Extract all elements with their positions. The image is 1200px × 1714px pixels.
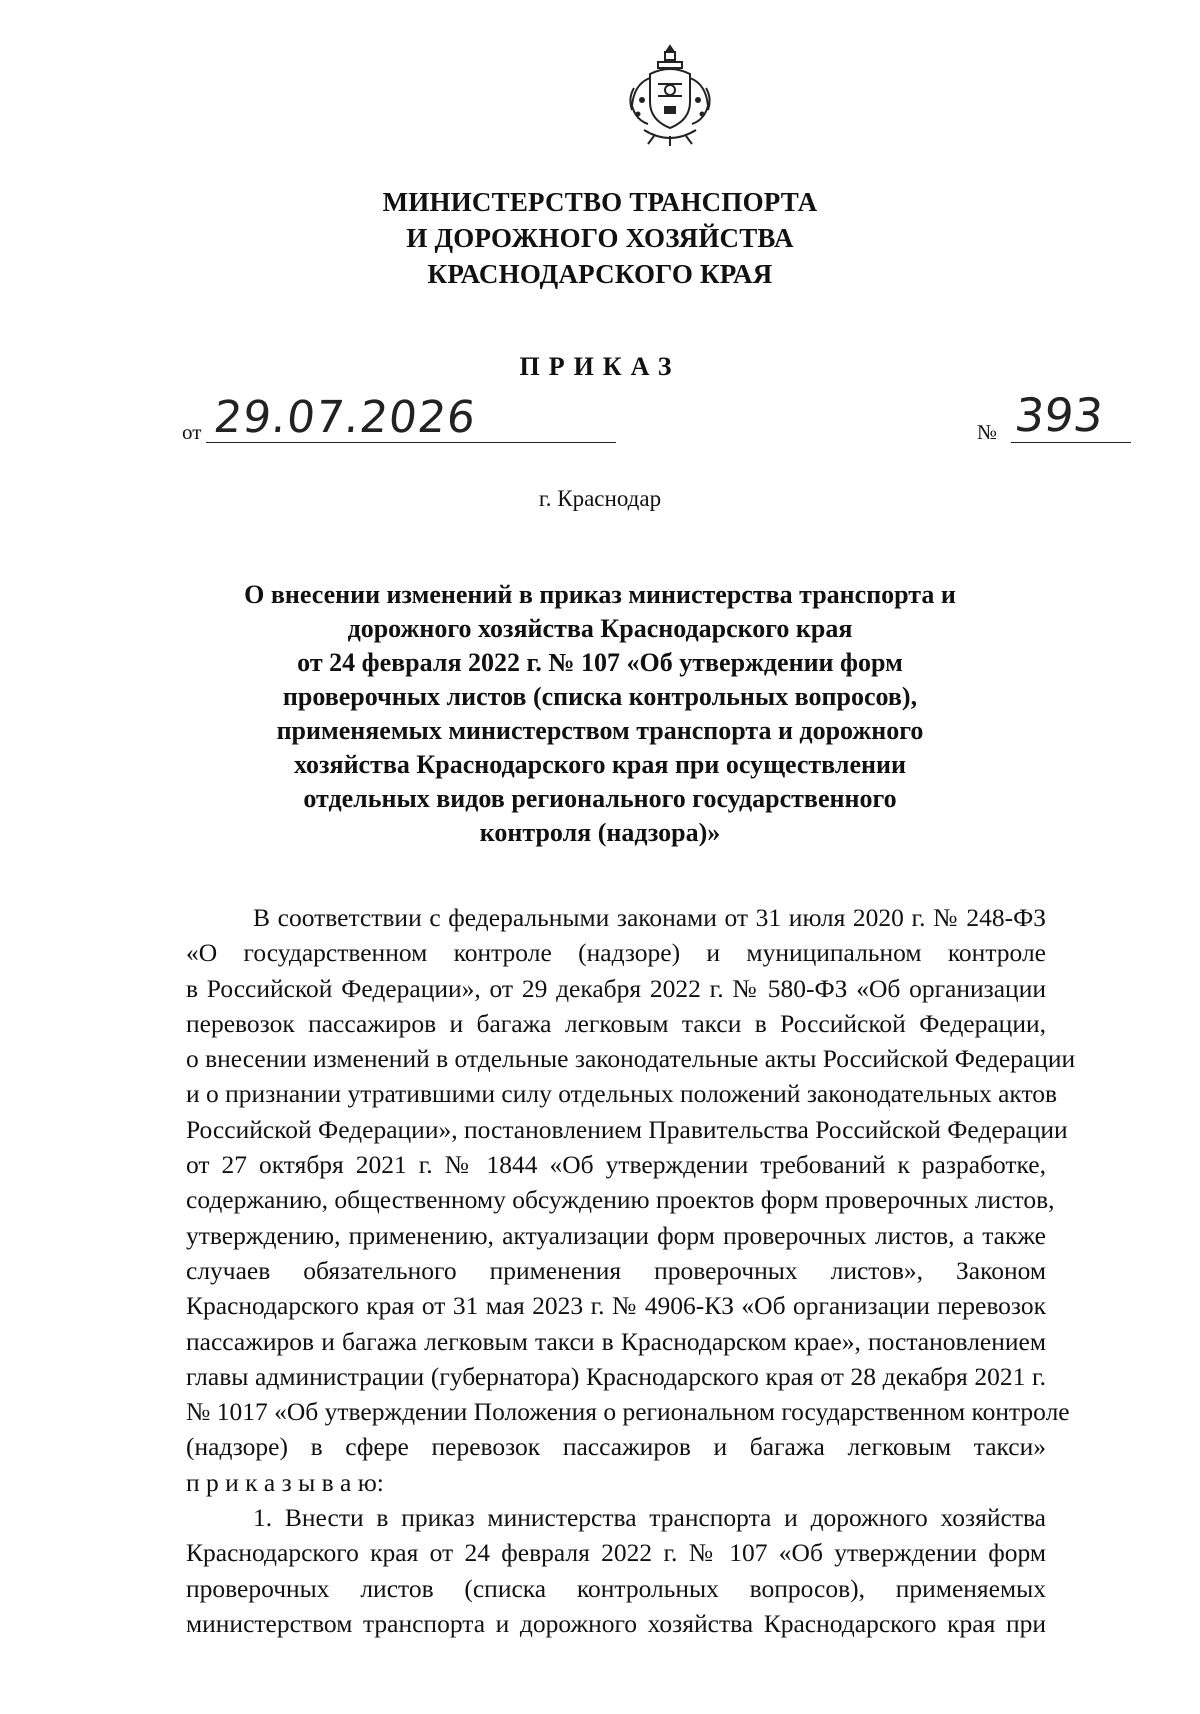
subject-line: контроля (надзора)» <box>479 818 721 847</box>
body-line: «О государственном контроле (надзоре) и муниципальном контроле <box>186 938 1046 968</box>
ministry-name-line-3: КРАСНОДАРСКОГО КРАЯ <box>427 259 773 289</box>
coat-of-arms-emblem <box>620 40 720 150</box>
date-underline <box>206 442 616 443</box>
body-line: и о признании утратившими силу отдельных положений законодательных актов <box>186 1079 1058 1109</box>
order-date-field <box>174 386 479 446</box>
body-line: случаев обязательного применения проверочных листов», Законом <box>186 1255 1046 1285</box>
subject-line: О внесении изменений в приказ министерства транспорта и <box>244 580 956 609</box>
subject-line: отдельных видов регионального государственного <box>303 784 897 813</box>
order-body-text <box>186 900 1076 1641</box>
body-line: Краснодарского края от 31 мая 2023 г. № 4906-КЗ «Об организации перевозок <box>186 1291 1046 1321</box>
body-line: содержанию, общественному обсуждению проектов форм проверочных листов, <box>186 1185 1055 1215</box>
body-line: (надзоре) в сфере перевозок пассажиров и багажа легковым такси» <box>186 1432 1046 1462</box>
ministry-name-line-1: МИНИСТЕРСТВО ТРАНСПОРТА <box>382 187 818 217</box>
order-number-field <box>973 386 1153 446</box>
number-underline <box>1011 442 1131 443</box>
body-line: утверждению, применению, актуализации форм проверочных листов, а также <box>186 1220 1046 1250</box>
ministry-name <box>300 184 900 292</box>
issue-city: г. Краснодар <box>538 486 662 511</box>
body-line: В соответствии с федеральными законами от 31 июля 2020 г. № 248-ФЗ <box>253 903 1046 932</box>
order-date-handwritten: 29.07.2026 <box>211 392 479 443</box>
order-subject <box>200 578 1000 850</box>
subject-line: хозяйства Краснодарского края при осуществлении <box>294 750 906 779</box>
date-prefix: от <box>182 420 202 444</box>
number-prefix: № <box>977 420 998 444</box>
body-line: пассажиров и багажа легковым такси в Краснодарском крае», постановлением <box>186 1326 1046 1356</box>
ministry-name-line-2: И ДОРОЖНОГО ХОЗЯЙСТВА <box>406 223 794 253</box>
subject-line: проверочных листов (списка контрольных вопросов), <box>282 682 918 711</box>
body-line: от 27 октября 2021 г. № 1844 «Об утверждении требований к разработке, <box>186 1150 1046 1180</box>
body-line: № 1017 «Об утверждении Положения о региональном государственном контроле <box>186 1397 1070 1427</box>
subject-line: применяемых министерством транспорта и дорожного <box>276 716 924 745</box>
body-line: проверочных листов (списка контрольных вопросов), применяемых <box>186 1573 1046 1603</box>
body-line: о внесении изменений в отдельные законодательные акты Российской Федерации <box>186 1044 1076 1074</box>
subject-line: от 24 февраля 2022 г. № 107 «Об утверждении форм <box>297 648 903 677</box>
body-line: Российской Федерации», постановлением Правительства Российской Федерации <box>186 1114 1068 1144</box>
document-type-title: ПРИКАЗ <box>519 352 681 381</box>
body-line: главы администрации (губернатора) Краснодарского края от 28 декабря 2021 г. <box>186 1361 1046 1391</box>
body-line: Краснодарского края от 24 февраля 2022 г. № 107 «Об утверждении форм <box>186 1538 1046 1568</box>
body-line: в Российской Федерации», от 29 декабря 2022 г. № 580-ФЗ «Об организации <box>186 973 1046 1003</box>
body-line: министерством транспорта и дорожного хозяйства Краснодарского края при <box>186 1608 1046 1638</box>
subject-line: дорожного хозяйства Краснодарского края <box>347 614 853 643</box>
body-line: перевозок пассажиров и багажа легковым такси в Российской Федерации, <box>186 1008 1046 1038</box>
body-line-decree: п р и к а з ы в а ю: <box>186 1467 384 1497</box>
order-number-handwritten: 393 <box>1012 388 1106 442</box>
body-line-item-1: 1. Внести в приказ министерства транспорта и дорожного хозяйства <box>253 1503 1046 1533</box>
